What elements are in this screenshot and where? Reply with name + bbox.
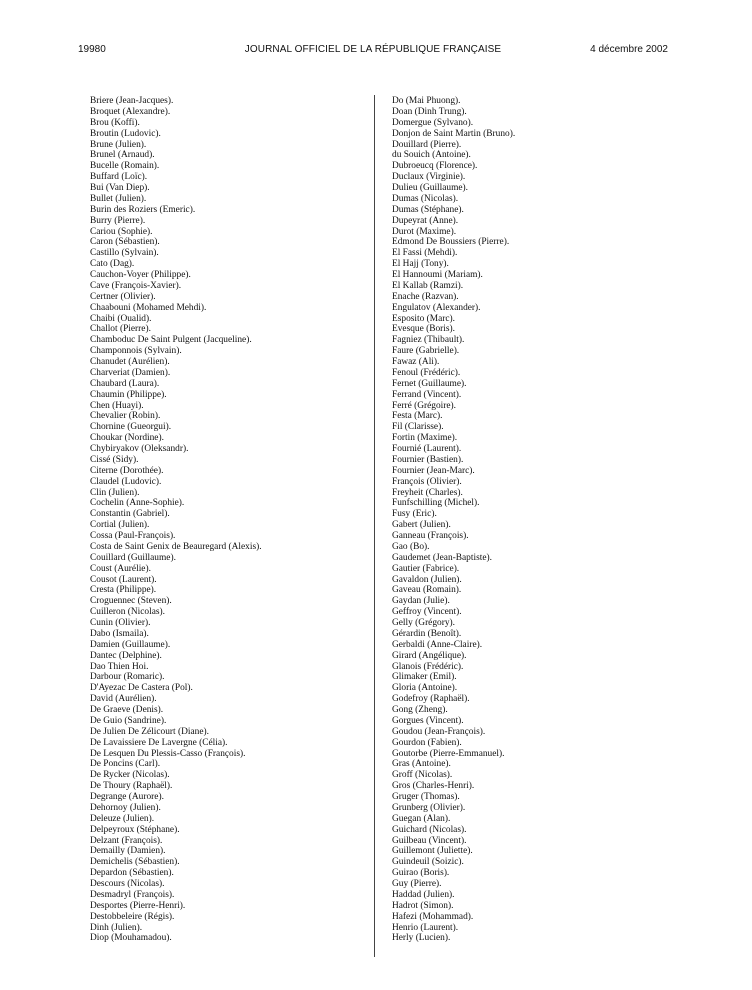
name-entry: Degrange (Aurore). <box>90 792 164 802</box>
name-entry: Cato (Dag). <box>90 259 135 270</box>
name-entry: Delpeyroux (Stéphane). <box>90 824 180 835</box>
name-entry: Do (Mai Phuong). <box>392 96 461 106</box>
name-entry: Bucelle (Romain). <box>90 161 160 172</box>
name-entry: Dumas (Stéphane). <box>392 204 464 215</box>
name-entry: De Julien De Zélicourt (Diane). <box>90 726 209 737</box>
name-entry: Duclaux (Virginie). <box>392 172 466 183</box>
name-entry: El Fassi (Mehdi). <box>392 248 458 259</box>
name-entry: Gourdon (Fabien). <box>392 737 462 748</box>
name-entry: Buffard (Loïc). <box>90 172 148 183</box>
name-entry: Guegan (Alan). <box>392 813 451 824</box>
name-entry: Broquet (Alexandre). <box>90 106 171 117</box>
name-entry: De Guio (Sandrine). <box>90 715 167 726</box>
name-entry: Fenoul (Frédéric). <box>392 367 461 378</box>
name-entry: Costa de Saint Genix de Beauregard (Alexis). <box>90 541 262 552</box>
name-entry: Chaibi (Oualid). <box>90 313 152 324</box>
name-entry: Doan (Dinh Trung). <box>392 106 467 117</box>
name-entry: Funfschilling (Michel). <box>392 498 480 509</box>
name-entry: Clin (Julien). <box>90 487 140 498</box>
names-column-left <box>90 96 262 944</box>
name-entry: De Graeve (Denis). <box>90 705 164 715</box>
name-entry: Dabo (Ismaila). <box>90 628 149 639</box>
name-entry: Guindeuil (Soizic). <box>392 857 464 868</box>
name-entry: Constantin (Gabriel). <box>90 509 170 520</box>
name-entry: Gerbaldi (Anne-Claire). <box>392 639 483 650</box>
name-entry: Ganneau (François). <box>392 531 469 541</box>
journal-title: JOURNAL OFFICIEL DE LA RÉPUBLIQUE FRANÇAISE <box>244 44 502 55</box>
name-entry: Fournier (Bastien). <box>392 454 464 465</box>
name-entry: Donjon de Saint Martin (Bruno). <box>392 128 516 139</box>
name-entry: Glimaker (Emil). <box>392 672 457 683</box>
name-entry: Gorgues (Vincent). <box>392 715 464 726</box>
name-entry: Cave (François-Xavier). <box>90 280 182 291</box>
name-entry: David (Aurélien). <box>90 694 157 705</box>
name-entry: Henrio (Laurent). <box>392 922 459 933</box>
name-entry: Herly (Lucien). <box>392 933 451 944</box>
name-entry: François (Olivier). <box>392 476 462 487</box>
name-entry: Delzant (François). <box>90 835 163 846</box>
name-entry: De Poncins (Carl). <box>90 759 161 770</box>
name-entry: Bui (Van Diep). <box>90 183 150 193</box>
name-entry: Depardon (Sébastien). <box>90 868 174 879</box>
name-entry: El Hannoumi (Mariam). <box>392 270 483 280</box>
name-entry: Champonnois (Sylvain). <box>90 346 182 357</box>
name-entry: Hadrot (Simon). <box>392 900 454 911</box>
name-entry: Cariou (Sophie). <box>90 226 153 237</box>
name-entry: Chaabouni (Mohamed Mehdi). <box>90 302 207 313</box>
name-entry: Demailly (Damien). <box>90 846 166 857</box>
name-entry: du Souich (Antoine). <box>392 150 471 161</box>
name-entry: Guy (Pierre). <box>392 879 442 889</box>
name-entry: De Lavaissiere De Lavergne (Célia). <box>90 737 228 748</box>
name-entry: Glanois (Frédéric). <box>392 661 464 672</box>
name-entry: Fagniez (Thibault). <box>392 335 465 346</box>
name-entry: Goudou (Jean-François). <box>392 726 486 737</box>
name-entry: Caron (Sébastien). <box>90 237 160 248</box>
name-entry: Briere (Jean-Jacques). <box>90 96 174 106</box>
name-entry: Challot (Pierre). <box>90 324 151 335</box>
name-entry: Gros (Charles-Henri). <box>392 781 475 792</box>
name-entry: Esposito (Marc). <box>392 313 456 324</box>
name-entry: Haddad (Julien). <box>392 889 455 900</box>
name-entry: Hafezi (Mohammad). <box>392 911 474 922</box>
name-entry: De Rycker (Nicolas). <box>90 770 170 781</box>
name-entry: Chybiryakov (Oleksandr). <box>90 444 189 454</box>
name-entry: Choukar (Nordine). <box>90 433 164 444</box>
name-entry: Dehornoy (Julien). <box>90 802 161 813</box>
name-entry: Cuilleron (Nicolas). <box>90 607 165 618</box>
name-entry: Fernet (Guillaume). <box>392 378 467 389</box>
name-entry: Gaydan (Julie). <box>392 596 450 607</box>
name-entry: Faure (Gabrielle). <box>392 346 460 357</box>
name-entry: Festa (Marc). <box>392 411 443 422</box>
name-entry: El Kallab (Ramzi). <box>392 280 464 291</box>
name-entry: Chevalier (Robin). <box>90 411 161 422</box>
name-entry: Geffroy (Vincent). <box>392 607 462 618</box>
name-entry: Croguennec (Steven). <box>90 596 172 607</box>
name-entry: Fil (Clarisse). <box>392 422 444 433</box>
name-entry: D'Ayezac De Castera (Pol). <box>90 683 193 694</box>
name-entry: Descours (Nicolas). <box>90 879 165 889</box>
name-entry: Evesque (Boris). <box>392 324 456 335</box>
name-entry: Gaveau (Romain). <box>392 585 462 596</box>
name-entry: Castillo (Sylvain). <box>90 248 159 259</box>
names-column-right <box>392 96 515 944</box>
name-entry: Brou (Koffi). <box>90 117 140 128</box>
name-entry: Cauchon-Voyer (Philippe). <box>90 270 191 280</box>
name-entry: Cousot (Laurent). <box>90 574 157 585</box>
name-entry: Guilbeau (Vincent). <box>392 835 467 846</box>
name-entry: Fournier (Jean-Marc). <box>392 465 475 476</box>
name-entry: Groff (Nicolas). <box>392 770 453 781</box>
name-entry: Chaumin (Philippe). <box>90 389 167 400</box>
name-entry: Dinh (Julien). <box>90 922 143 933</box>
name-entry: Girard (Angélique). <box>392 650 467 661</box>
name-entry: Cochelin (Anne-Sophie). <box>90 498 185 509</box>
name-entry: De Thoury (Raphaël). <box>90 781 173 792</box>
name-entry: Citerne (Dorothée). <box>90 465 164 476</box>
name-entry: Edmond De Boussiers (Pierre). <box>392 237 510 248</box>
name-entry: Bullet (Julien). <box>90 193 147 204</box>
page-header <box>78 44 668 58</box>
name-entry: Cissé (Sidy). <box>90 454 139 465</box>
name-entry: Desmadryl (François). <box>90 889 175 900</box>
name-entry: Ferré (Grégoire). <box>392 400 457 411</box>
name-entry: Gautier (Fabrice). <box>392 563 460 574</box>
name-entry: De Lesquen Du Plessis-Casso (François). <box>90 748 246 759</box>
name-entry: Certner (Olivier). <box>90 291 156 302</box>
name-entry: Guichard (Nicolas). <box>392 824 467 835</box>
name-entry: Dulieu (Guillaume). <box>392 183 469 193</box>
name-entry: Freyheit (Charles). <box>392 487 463 498</box>
name-entry: Guillemont (Juliette). <box>392 846 473 857</box>
name-entry: Brunel (Arnaud). <box>90 150 155 161</box>
name-entry: Fournié (Laurent). <box>392 444 462 454</box>
name-entry: Gabert (Julien). <box>392 520 451 531</box>
name-entry: Gong (Zheng). <box>392 705 448 715</box>
name-entry: Guirao (Boris). <box>392 868 450 879</box>
name-entry: Durot (Maxime). <box>392 226 457 237</box>
name-entry: Grunberg (Olivier). <box>392 802 466 813</box>
name-entry: Cortial (Julien). <box>90 520 150 531</box>
name-entry: Burry (Pierre). <box>90 215 146 226</box>
name-entry: Godefroy (Raphaël). <box>392 694 470 705</box>
name-entry: Chanudet (Aurélien). <box>90 357 170 367</box>
name-entry: Deleuze (Julien). <box>90 813 155 824</box>
name-entry: Damien (Guillaume). <box>90 639 171 650</box>
name-entry: Dubroeucq (Florence). <box>392 161 478 172</box>
name-entry: Darbour (Romaric). <box>90 672 165 683</box>
name-entry: Cossa (Paul-François). <box>90 531 176 541</box>
name-entry: Gruger (Thomas). <box>392 792 460 802</box>
name-entry: Desportes (Pierre-Henri). <box>90 900 186 911</box>
name-entry: Fusy (Eric). <box>392 509 437 520</box>
name-entry: Broutin (Ludovic). <box>90 128 161 139</box>
name-entry: Burin des Roziers (Emeric). <box>90 204 196 215</box>
name-entry: Chaubard (Laura). <box>90 378 160 389</box>
name-entry: Charveriat (Damien). <box>90 367 171 378</box>
name-entry: Chen (Huayi). <box>90 400 144 411</box>
name-entry: Fawaz (Ali). <box>392 357 440 367</box>
name-entry: Destobbeleire (Régis). <box>90 911 175 922</box>
name-entry: Chamboduc De Saint Pulgent (Jacqueline). <box>90 335 252 346</box>
name-entry: Ferrand (Vincent). <box>392 389 462 400</box>
name-entry: Dao Thien Hoi. <box>90 661 149 672</box>
name-entry: Goutorbe (Pierre-Emmanuel). <box>392 748 505 759</box>
name-entry: Gaudemet (Jean-Baptiste). <box>392 552 492 563</box>
name-entry: Domergue (Sylvano). <box>392 117 474 128</box>
name-entry: Gavaldon (Julien). <box>392 574 462 585</box>
name-entry: Coust (Aurélie). <box>90 563 151 574</box>
name-entry: Cunin (Olivier). <box>90 618 151 628</box>
name-entry: Gloria (Antoine). <box>392 683 458 694</box>
name-entry: Gelly (Grégory). <box>392 618 455 628</box>
name-entry: Douillard (Pierre). <box>392 139 462 150</box>
name-entry: Gras (Antoine). <box>392 759 451 770</box>
name-entry: Enache (Razvan). <box>392 291 459 302</box>
name-entry: Demichelis (Sébastien). <box>90 857 180 868</box>
name-entry: Dantec (Delphine). <box>90 650 162 661</box>
publication-date: 4 décembre 2002 <box>590 44 668 55</box>
name-entry: Gérardin (Benoît). <box>392 628 462 639</box>
column-divider <box>374 95 375 957</box>
name-entry: Chornine (Gueorgui). <box>90 422 172 433</box>
name-entry: Dumas (Nicolas). <box>392 193 459 204</box>
name-entry: Dupeyrat (Anne). <box>392 215 459 226</box>
name-entry: Diop (Mouhamadou). <box>90 933 172 944</box>
name-entry: Engulatov (Alexander). <box>392 302 481 313</box>
name-entry: Couillard (Guillaume). <box>90 552 176 563</box>
name-entry: El Hajj (Tony). <box>392 259 449 270</box>
name-entry: Fortin (Maxime). <box>392 433 458 444</box>
name-entry: Gao (Bo). <box>392 541 430 552</box>
name-entry: Claudel (Ludovic). <box>90 476 162 487</box>
name-entry: Brune (Julien). <box>90 139 147 150</box>
page-number: 19980 <box>78 44 106 55</box>
name-entry: Cresta (Philippe). <box>90 585 157 596</box>
